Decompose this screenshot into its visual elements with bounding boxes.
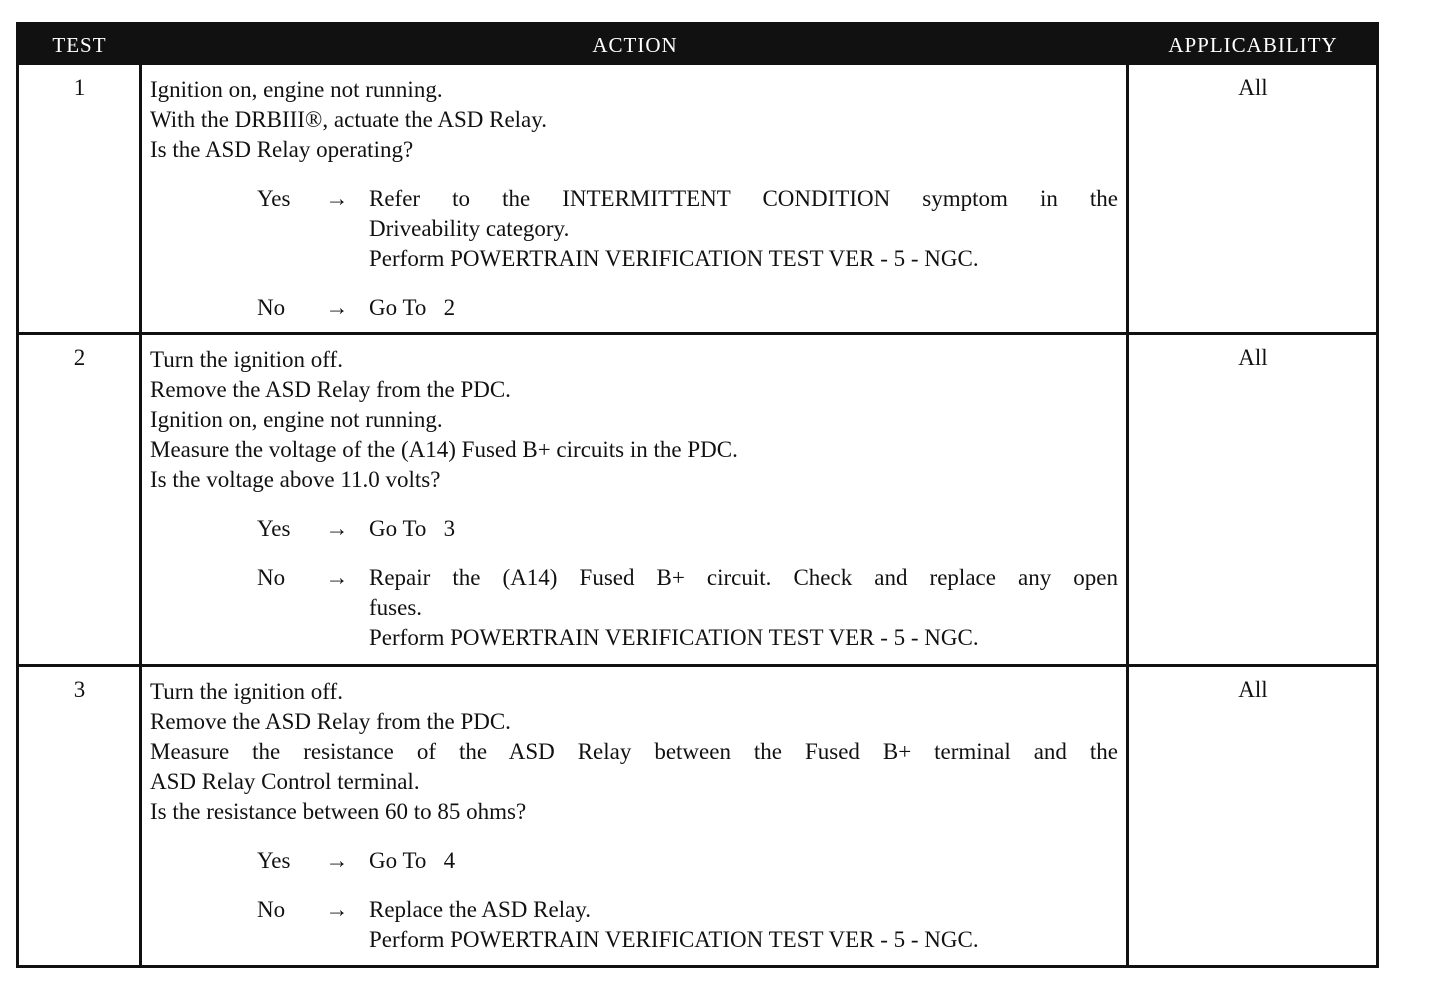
applicability-cell: All <box>1238 75 1268 100</box>
branch-text: Repair the (A14) Fused B+ circuit. Check and replace any open <box>369 565 1118 590</box>
yes-branch <box>150 514 1118 544</box>
branch-text: Driveability category. <box>369 216 570 241</box>
yes-label: Yes <box>257 848 291 873</box>
table-row <box>19 65 1376 332</box>
branch-text: Refer to the INTERMITTENT CONDITION symptom in the <box>369 186 1118 211</box>
no-branch <box>150 563 1118 653</box>
action-cell <box>150 677 1118 955</box>
goto-link[interactable]: Go To 3 <box>369 516 456 541</box>
goto-link[interactable]: Go To 4 <box>369 848 456 873</box>
yes-branch <box>150 846 1118 876</box>
yes-label: Yes <box>257 516 291 541</box>
step-text: Remove the ASD Relay from the PDC. <box>150 377 511 402</box>
step-text: ASD Relay Control terminal. <box>150 769 420 794</box>
step-text: Turn the ignition off. <box>150 679 343 704</box>
yes-label: Yes <box>257 186 291 211</box>
test-number: 1 <box>73 75 86 100</box>
step-text: Measure the voltage of the (A14) Fused B+ circuits in the PDC. <box>150 437 738 462</box>
arrow-icon: → <box>325 565 349 590</box>
header-test: TEST <box>52 33 107 57</box>
step-text: Remove the ASD Relay from the PDC. <box>150 709 511 734</box>
test-number: 2 <box>73 345 86 370</box>
branch-text: Perform POWERTRAIN VERIFICATION TEST VER - 5 - NGC. <box>369 927 979 952</box>
action-cell <box>150 75 1118 323</box>
no-label: No <box>257 565 286 590</box>
no-branch <box>150 895 1118 955</box>
branch-text: Perform POWERTRAIN VERIFICATION TEST VER - 5 - NGC. <box>369 246 979 271</box>
table-header <box>19 25 1376 65</box>
yes-branch <box>150 184 1118 274</box>
step-text: Is the ASD Relay operating? <box>150 137 414 162</box>
applicability-cell: All <box>1238 345 1268 370</box>
arrow-icon: → <box>325 516 349 541</box>
step-text: Is the resistance between 60 to 85 ohms? <box>150 799 527 824</box>
header-action: ACTION <box>592 33 678 57</box>
no-branch <box>150 293 1118 323</box>
step-text: Turn the ignition off. <box>150 347 343 372</box>
header-applicability: APPLICABILITY <box>1168 33 1338 57</box>
arrow-icon: → <box>325 848 349 873</box>
step-text: Ignition on, engine not running. <box>150 407 443 432</box>
step-text: Ignition on, engine not running. <box>150 77 443 102</box>
test-number: 3 <box>73 677 86 702</box>
arrow-icon: → <box>325 295 349 320</box>
step-text: Measure the resistance of the ASD Relay between the Fused B+ terminal and the <box>150 739 1118 764</box>
no-label: No <box>257 897 286 922</box>
goto-link[interactable]: Go To 2 <box>369 295 456 320</box>
applicability-cell: All <box>1238 677 1268 702</box>
no-label: No <box>257 295 286 320</box>
arrow-icon: → <box>325 186 349 211</box>
step-text: With the DRBIII®, actuate the ASD Relay. <box>150 107 548 132</box>
arrow-icon: → <box>325 897 349 922</box>
step-text: Is the voltage above 11.0 volts? <box>150 467 441 492</box>
branch-text: Perform POWERTRAIN VERIFICATION TEST VER - 5 - NGC. <box>369 625 979 650</box>
diagnostic-test-table <box>16 22 1379 968</box>
table-row <box>19 667 1376 965</box>
branch-text: fuses. <box>369 595 423 620</box>
branch-text: Replace the ASD Relay. <box>369 897 592 922</box>
action-cell <box>150 345 1118 653</box>
table-row <box>19 335 1376 664</box>
